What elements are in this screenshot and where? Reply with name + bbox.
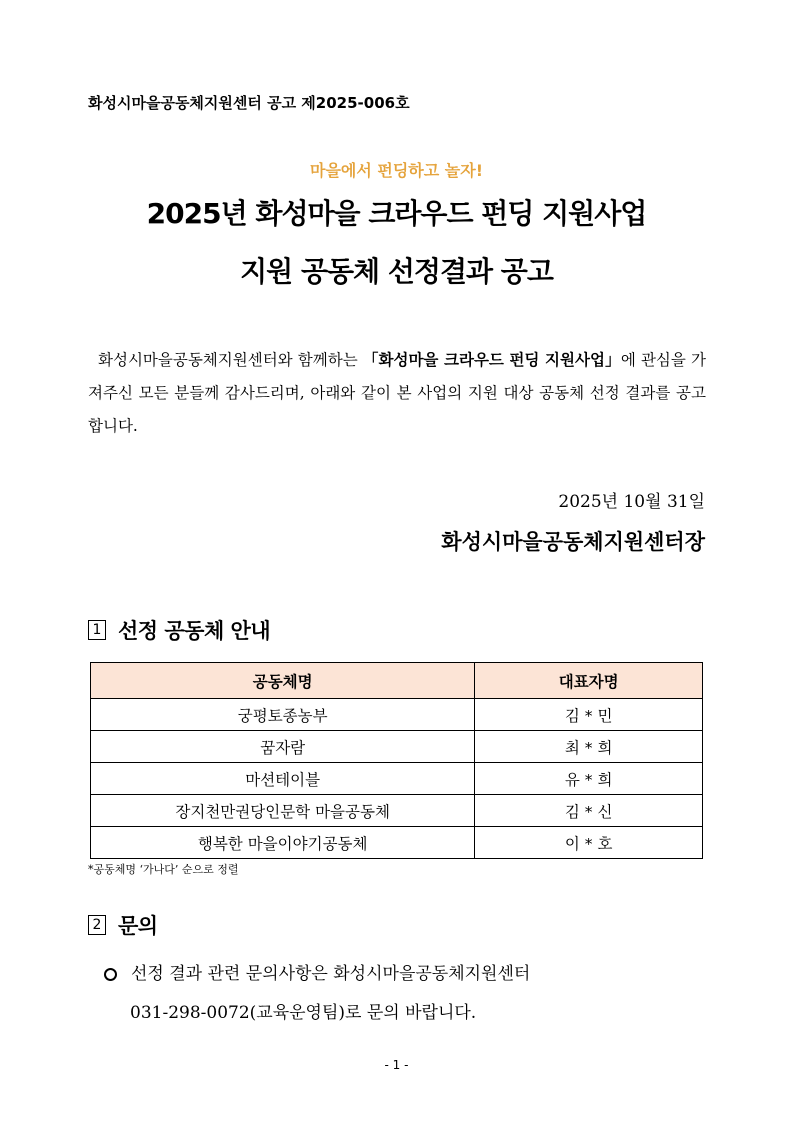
document-title-line1: 2025년 화성마을 크라우드 펀딩 지원사업 bbox=[146, 197, 647, 230]
community-name: 꿈자람 bbox=[91, 731, 475, 763]
intro-paragraph bbox=[88, 344, 706, 443]
representative-name: 김 * 신 bbox=[475, 795, 703, 827]
section-heading-selected bbox=[88, 615, 270, 645]
section-heading-inquiry bbox=[88, 910, 158, 940]
table-footnote: *공동체명 ‘가나다’ 순으로 정렬 bbox=[88, 863, 239, 876]
column-header-community: 공동체명 bbox=[91, 663, 475, 699]
table-row bbox=[91, 731, 703, 763]
table-row bbox=[91, 763, 703, 795]
inquiry-line bbox=[104, 955, 704, 994]
intro-text-start: 화성시마을공동체지원센터와 함께하는 bbox=[98, 351, 363, 369]
circle-bullet-icon bbox=[104, 968, 117, 981]
issuer-name: 화성시마을공동체지원센터장 bbox=[441, 530, 705, 554]
table-row bbox=[91, 795, 703, 827]
notice-date: 2025년 10월 31일 bbox=[558, 492, 705, 512]
section-number-box: 1 bbox=[88, 620, 106, 640]
table-row bbox=[91, 699, 703, 731]
inquiry-text: 선정 결과 관련 문의사항은 화성시마을공동체지원센터 bbox=[131, 964, 531, 984]
community-name: 마션테이블 bbox=[91, 763, 475, 795]
column-header-representative: 대표자명 bbox=[475, 663, 703, 699]
intro-text-end: 에 관심을 가져주신 모든 분들께 감사드리며, 아래와 같이 본 사업의 지원 대상 공동체 선정 결과를 공고합니다. bbox=[88, 351, 706, 435]
table-row bbox=[91, 827, 703, 859]
section-title: 선정 공동체 안내 bbox=[118, 619, 271, 643]
table-header-row bbox=[91, 663, 703, 699]
document-title-line2: 지원 공동체 선정결과 공고 bbox=[240, 255, 553, 288]
intro-program-name: 「화성마을 크라우드 펀딩 지원사업」 bbox=[362, 351, 621, 369]
representative-name: 유 * 희 bbox=[475, 763, 703, 795]
community-name: 궁평토종농부 bbox=[91, 699, 475, 731]
community-name: 행복한 마을이야기공동체 bbox=[91, 827, 475, 859]
section-title: 문의 bbox=[118, 914, 158, 938]
page-number: - 1 - bbox=[384, 1058, 409, 1072]
community-name: 장지천만권당인문학 마을공동체 bbox=[91, 795, 475, 827]
representative-name: 최 * 희 bbox=[475, 731, 703, 763]
representative-name: 이 * 호 bbox=[475, 827, 703, 859]
selected-community-table bbox=[90, 662, 703, 859]
inquiry-block bbox=[104, 955, 704, 1033]
inquiry-contact: 031-298-0072(교육운영팀)로 문의 바랍니다. bbox=[130, 1003, 477, 1023]
notice-number: 화성시마을공동체지원센터 공고 제2025-006호 bbox=[88, 94, 410, 112]
slogan: 마을에서 펀딩하고 놀자! bbox=[310, 161, 483, 180]
section-number-box: 2 bbox=[88, 915, 106, 935]
representative-name: 김 * 민 bbox=[475, 699, 703, 731]
